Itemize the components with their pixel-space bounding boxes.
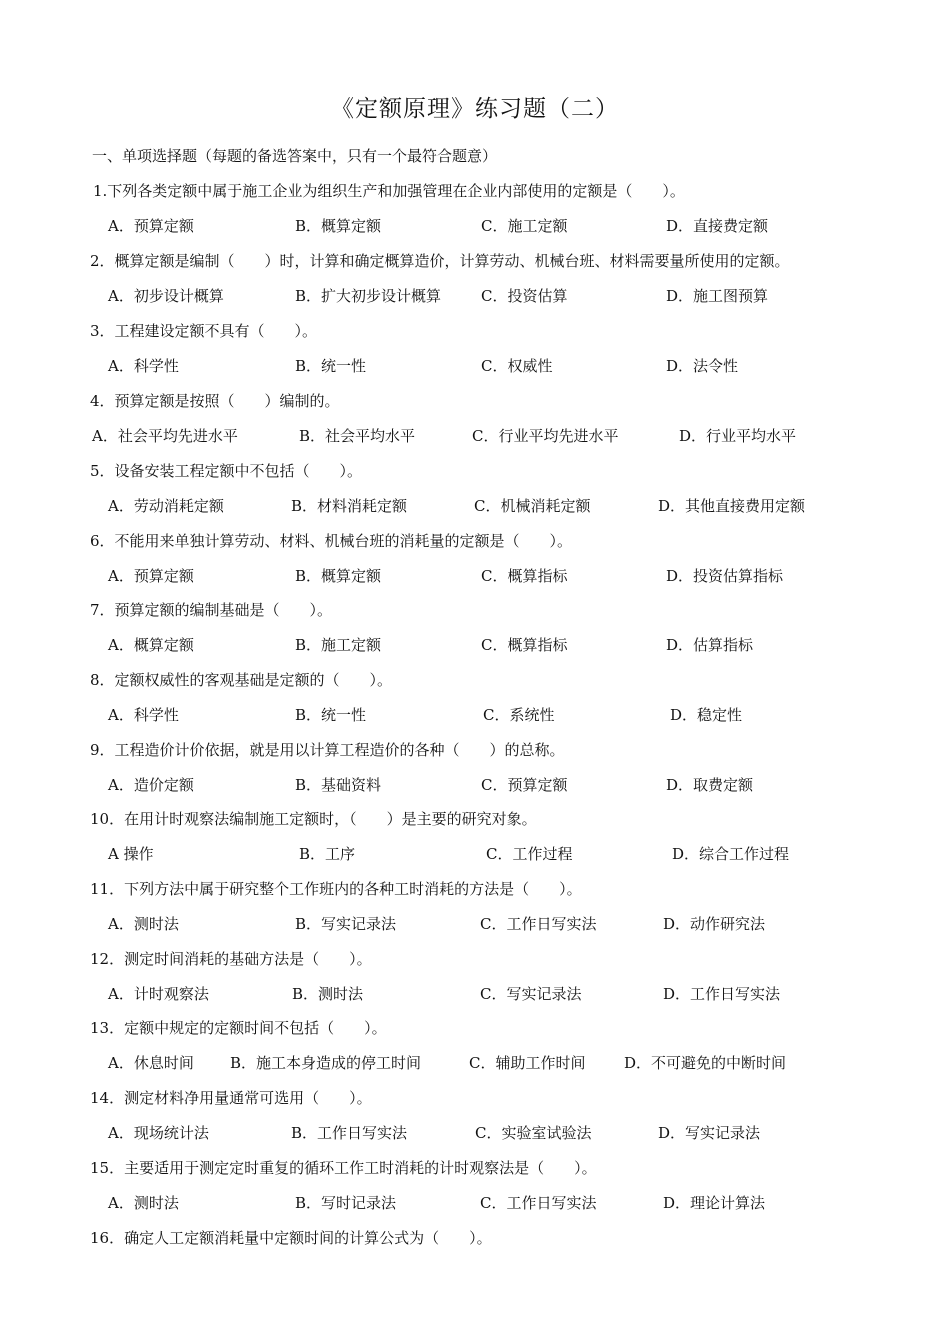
option-a: A．劳动消耗定额	[108, 497, 224, 515]
option-d: D．稳定性	[670, 706, 743, 724]
option-b: B．概算定额	[295, 217, 382, 235]
option-d: D．工作日写实法	[663, 985, 781, 1003]
option-c: C．机械消耗定额	[474, 497, 591, 515]
section-heading: 一、单项选择题（每题的备选答案中，只有一个最符合题意）	[92, 147, 498, 165]
option-d: D．动作研究法	[663, 915, 766, 933]
question-text: 3．工程建设定额不具有（ ）。	[90, 322, 318, 340]
option-a: A．概算定额	[108, 636, 194, 654]
option-d: D．理论计算法	[663, 1194, 766, 1212]
question-options	[92, 425, 892, 447]
question-options	[92, 1192, 892, 1214]
option-b: B．工序	[299, 845, 356, 863]
option-b: B．材料消耗定额	[291, 497, 408, 515]
option-c: C．施工定额	[481, 217, 568, 235]
option-b: B．统一性	[295, 357, 367, 375]
question-options	[92, 1122, 892, 1144]
option-a: A．计时观察法	[108, 985, 209, 1003]
option-d: D．法令性	[666, 357, 739, 375]
option-d: D．不可避免的中断时间	[624, 1054, 787, 1072]
option-d: D．其他直接费用定额	[658, 497, 806, 515]
question-text: 2．概算定额是编制（ ）时，计算和确定概算造价，计算劳动、机械台班、材料需要量所使用的定额。	[90, 252, 790, 270]
option-d: D．直接费定额	[666, 217, 769, 235]
option-c: C．概算指标	[481, 636, 568, 654]
option-c: C．写实记录法	[480, 985, 582, 1003]
question-options	[92, 285, 892, 307]
option-b: B．施工定额	[295, 636, 382, 654]
question-text: 6．不能用来单独计算劳动、材料、机械台班的消耗量的定额是（ ）。	[90, 532, 573, 550]
question-options	[92, 913, 892, 935]
option-c: C．概算指标	[481, 567, 568, 585]
option-a: A．测时法	[108, 1194, 179, 1212]
option-a: A．科学性	[108, 706, 179, 724]
question-options	[92, 1052, 892, 1074]
question-text: 8．定额权威性的客观基础是定额的（ ）。	[90, 671, 393, 689]
question-text: 11．下列方法中属于研究整个工作班内的各种工时消耗的方法是（ ）。	[90, 880, 582, 898]
option-a: A．造价定额	[108, 776, 194, 794]
option-d: D．取费定额	[666, 776, 754, 794]
option-b: B．概算定额	[295, 567, 382, 585]
question-text: 7．预算定额的编制基础是（ ）。	[90, 601, 333, 619]
option-b: B．工作日写实法	[291, 1124, 408, 1142]
option-c: C．权威性	[481, 357, 553, 375]
question-options	[92, 355, 892, 377]
option-d: D．估算指标	[666, 636, 754, 654]
option-d: D．行业平均水平	[679, 427, 797, 445]
option-a: A．预算定额	[108, 217, 194, 235]
question-options	[92, 704, 892, 726]
option-b: B．基础资料	[295, 776, 382, 794]
option-a: A．社会平均先进水平	[92, 427, 238, 445]
question-text: 4．预算定额是按照（ ）编制的。	[90, 392, 340, 410]
option-c: C．预算定额	[481, 776, 568, 794]
option-b: B．扩大初步设计概算	[295, 287, 442, 305]
option-b: B．写实记录法	[295, 915, 397, 933]
option-c: C．行业平均先进水平	[472, 427, 619, 445]
option-d: D．写实记录法	[658, 1124, 761, 1142]
option-b: B．社会平均水平	[299, 427, 416, 445]
question-text: 15．主要适用于测定定时重复的循环工作工时消耗的计时观察法是（ ）。	[90, 1159, 597, 1177]
question-options	[92, 634, 892, 656]
option-c: C．实验室试验法	[475, 1124, 592, 1142]
option-b: B．写时记录法	[295, 1194, 397, 1212]
question-options	[92, 215, 892, 237]
option-c: C．工作过程	[486, 845, 573, 863]
question-options	[92, 565, 892, 587]
option-a: A．测时法	[108, 915, 179, 933]
option-a: A．初步设计概算	[108, 287, 224, 305]
question-text: 1.下列各类定额中属于施工企业为组织生产和加强管理在企业内部使用的定额是（ ）。	[93, 182, 685, 200]
question-text: 5．设备安装工程定额中不包括（ ）。	[90, 462, 363, 480]
option-a: A 操作	[108, 845, 154, 863]
option-a: A．休息时间	[108, 1054, 194, 1072]
option-a: A．预算定额	[108, 567, 194, 585]
option-b: B．测时法	[292, 985, 364, 1003]
option-d: D．投资估算指标	[666, 567, 784, 585]
option-d: D．综合工作过程	[672, 845, 790, 863]
option-a: A．科学性	[108, 357, 179, 375]
question-text: 14．测定材料净用量通常可选用（ ）。	[90, 1089, 372, 1107]
question-text: 12．测定时间消耗的基础方法是（ ）。	[90, 950, 372, 968]
option-d: D．施工图预算	[666, 287, 769, 305]
option-c: C．系统性	[483, 706, 555, 724]
question-options	[92, 774, 892, 796]
option-c: C．工作日写实法	[480, 915, 597, 933]
option-b: B．施工本身造成的停工时间	[230, 1054, 422, 1072]
option-c: C．工作日写实法	[480, 1194, 597, 1212]
question-text: 16．确定人工定额消耗量中定额时间的计算公式为（ ）。	[90, 1229, 492, 1247]
question-options	[92, 843, 892, 865]
question-options	[92, 983, 892, 1005]
option-a: A．现场统计法	[108, 1124, 209, 1142]
question-options	[92, 495, 892, 517]
option-b: B．统一性	[295, 706, 367, 724]
option-c: C．投资估算	[481, 287, 568, 305]
question-text: 13．定额中规定的定额时间不包括（ ）。	[90, 1019, 387, 1037]
question-text: 10．在用计时观察法编制施工定额时，（ ）是主要的研究对象。	[90, 810, 537, 828]
document-title: 《定额原理》练习题（二）	[331, 96, 619, 122]
question-text: 9．工程造价计价依据，就是用以计算工程造价的各种（ ）的总称。	[90, 741, 565, 759]
option-c: C．辅助工作时间	[469, 1054, 586, 1072]
